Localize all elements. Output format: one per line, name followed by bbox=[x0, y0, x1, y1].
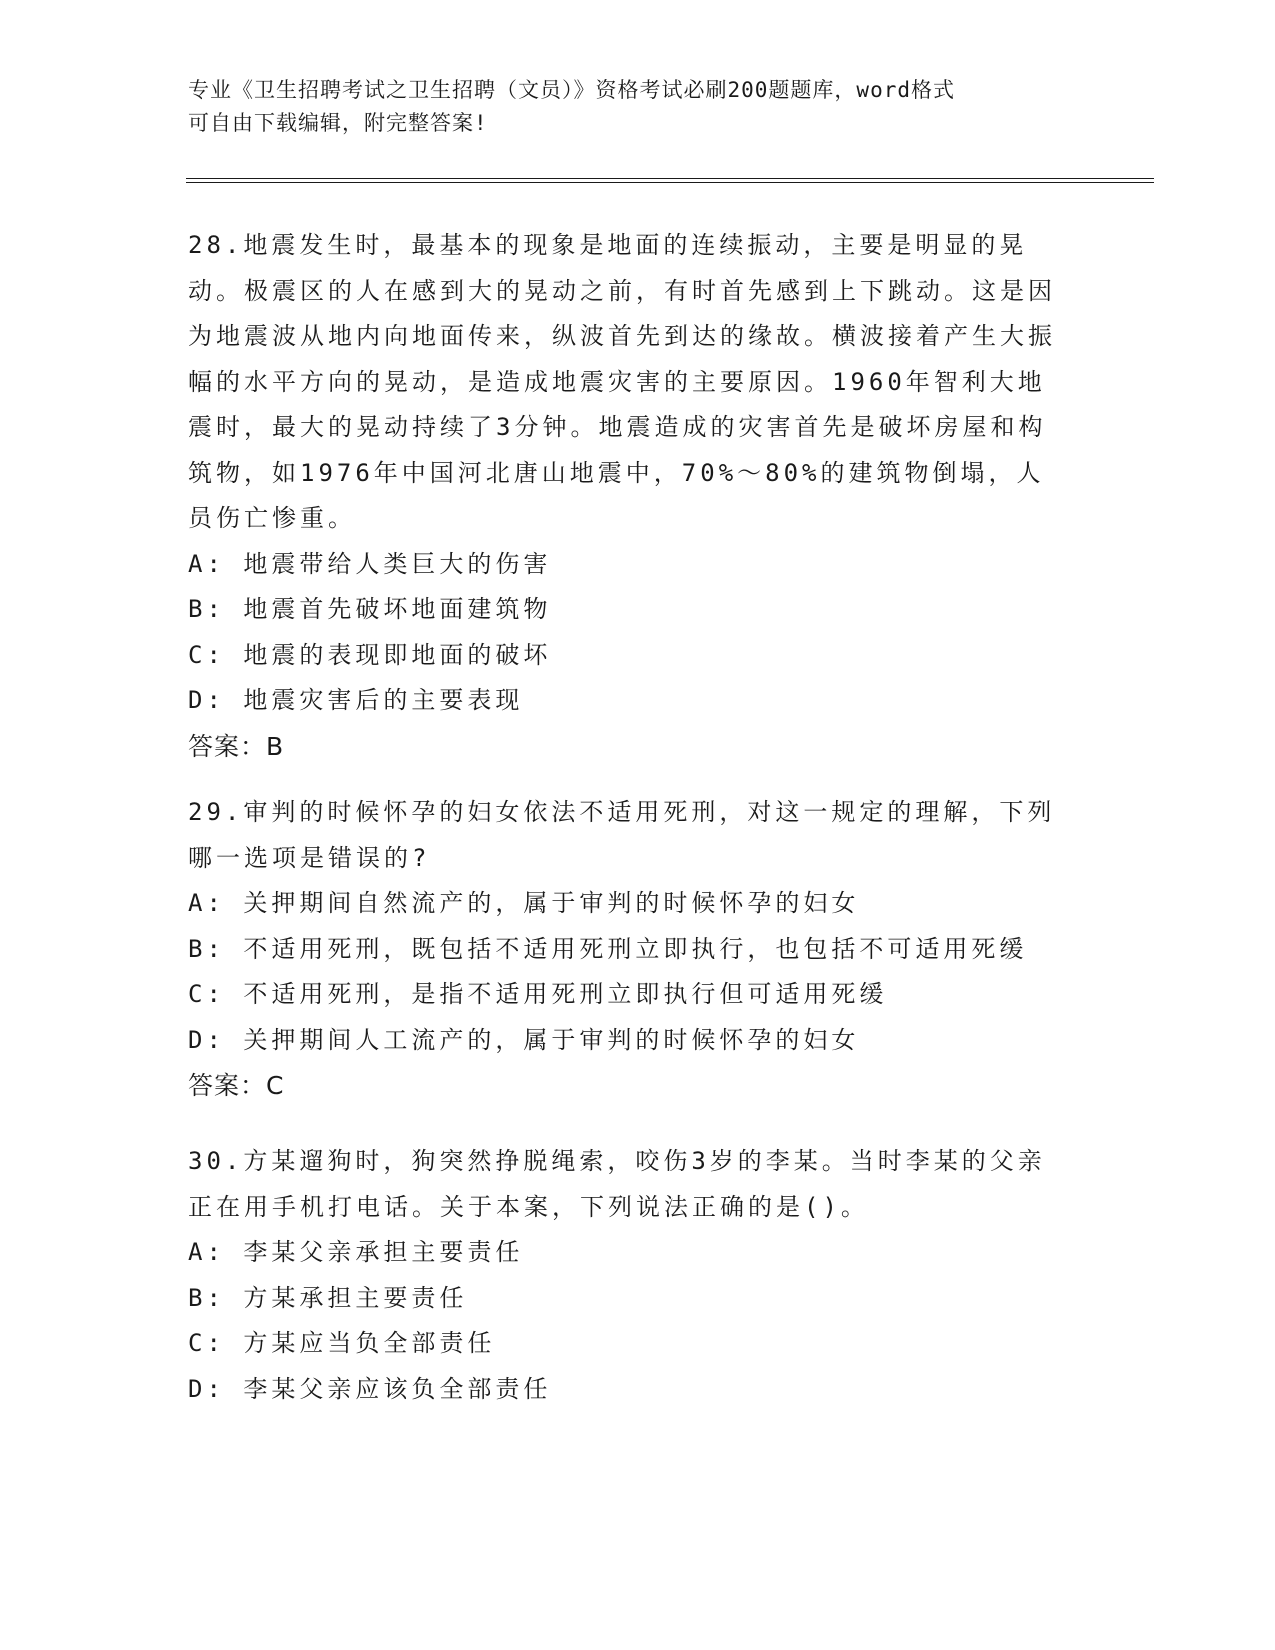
answer-line: 答案：C bbox=[188, 1071, 285, 1100]
option-c: C: 地震的表现即地面的破坏 bbox=[188, 640, 552, 669]
header-line-2: 可自由下载编辑，附完整答案! bbox=[188, 111, 488, 135]
option-b: B: 不适用死刑，既包括不适用死刑立即执行，也包括不可适用死缓 bbox=[188, 934, 1028, 963]
header-divider bbox=[186, 178, 1154, 183]
question-28 bbox=[188, 223, 1068, 769]
option-b: B: 方某承担主要责任 bbox=[188, 1283, 468, 1312]
question-stem: 30.方某遛狗时，狗突然挣脱绳索，咬伤3岁的李某。当时李某的父亲正在用手机打电话。关于本案，下列说法正确的是()。 bbox=[188, 1147, 1046, 1221]
option-a: A: 李某父亲承担主要责任 bbox=[188, 1238, 524, 1266]
option-a: A: 关押期间自然流产的，属于审判的时候怀孕的妇女 bbox=[188, 889, 860, 917]
question-stem: 29.审判的时候怀孕的妇女依法不适用死刑，对这一规定的理解，下列哪一选项是错误的? bbox=[188, 798, 1056, 872]
question-29 bbox=[188, 790, 1068, 1108]
option-d: D: 关押期间人工流产的，属于审判的时候怀孕的妇女 bbox=[188, 1025, 860, 1054]
option-c: C: 方某应当负全部责任 bbox=[188, 1329, 496, 1357]
option-b: B: 地震首先破坏地面建筑物 bbox=[188, 595, 552, 623]
question-30 bbox=[188, 1139, 1068, 1412]
option-c: C: 不适用死刑，是指不适用死刑立即执行但可适用死缓 bbox=[188, 980, 888, 1008]
answer-line: 答案：B bbox=[188, 731, 285, 761]
question-stem: 28.地震发生时，最基本的现象是地面的连续振动，主要是明显的晃动。极震区的人在感到大的晃动之前，有时首先感到上下跳动。这是因为地震波从地内向地面传来，纵波首先到达的缘故。横波接着产生大振幅的水平方向的晃动，是造成地震灾害的主要原因。1960年智利大地震时，最大的晃动持续了3分钟。地震造成的灾害首先是破坏房屋和构筑物，如1976年中国河北唐山地震中，70%～80%的建筑物倒塌，人员伤亡惨重。 bbox=[188, 231, 1056, 532]
document-header bbox=[188, 74, 1068, 140]
header-line-1: 专业《卫生招聘考试之卫生招聘（文员）》资格考试必刷200题题库，word格式 bbox=[188, 78, 955, 102]
option-d: D: 地震灾害后的主要表现 bbox=[188, 686, 524, 714]
option-a: A: 地震带给人类巨大的伤害 bbox=[188, 549, 552, 578]
option-d: D: 李某父亲应该负全部责任 bbox=[188, 1374, 552, 1403]
